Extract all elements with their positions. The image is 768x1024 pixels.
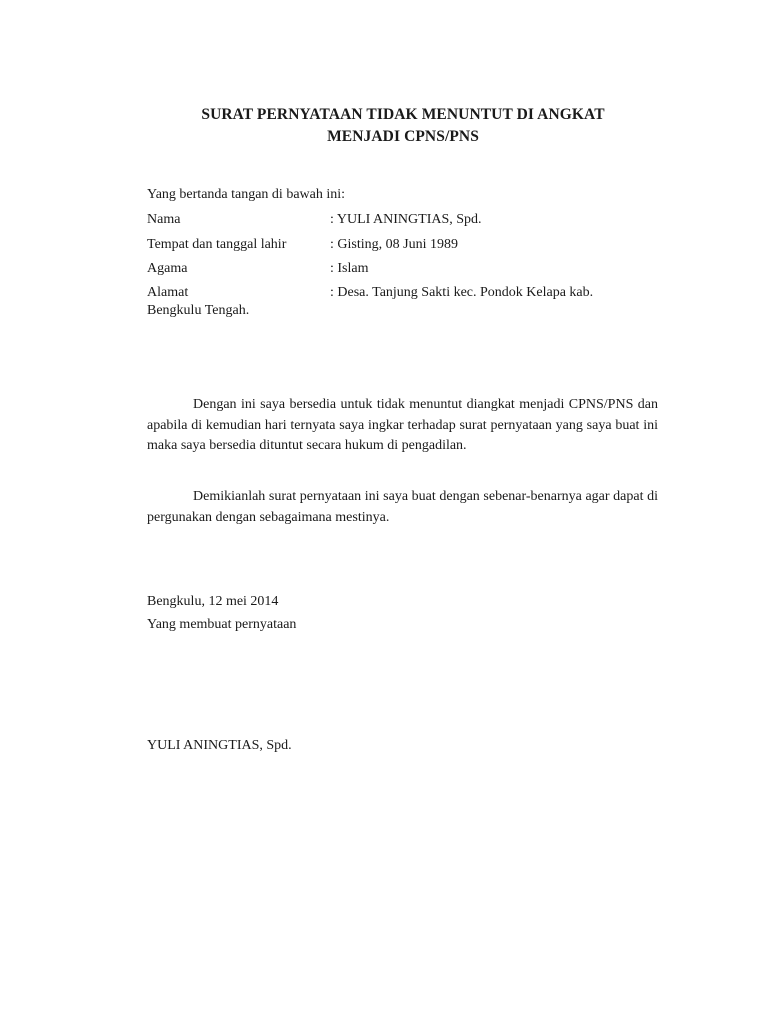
field-label-alamat: Alamat [147, 285, 189, 300]
closing-paragraph: Demikianlah surat pernyataan ini saya buat dengan sebenar-benarnya agar dapat di pergunakan dengan sebagaimana mestinya. [147, 489, 658, 525]
field-value-alamat: : Desa. Tanjung Sakti kec. Pondok Kelapa kab. [330, 285, 594, 300]
intro-text: Yang bertanda tangan di bawah ini: [147, 187, 346, 202]
field-value-nama: : YULI ANINGTIAS, Spd. [330, 212, 482, 227]
field-label-agama: Agama [147, 261, 188, 276]
field-label-ttl: Tempat dan tanggal lahir [147, 237, 287, 252]
address-continued: Bengkulu Tengah. [147, 303, 250, 318]
signer-role: Yang membuat pernyataan [147, 617, 297, 632]
statement-paragraph: Dengan ini saya bersedia untuk tidak menuntut diangkat menjadi CPNS/PNS dan apabila di kemudian hari ternyata saya ingkar terhadap surat pernyataan yang saya buat ini maka saya bersedia dituntut secara hukum di pengadilan. [147, 397, 658, 453]
field-label-nama: Nama [147, 212, 181, 227]
place-date: Bengkulu, 12 mei 2014 [147, 594, 279, 609]
field-value-ttl: : Gisting, 08 Juni 1989 [330, 237, 458, 252]
document-title-line-2: MENJADI CPNS/PNS [327, 128, 479, 145]
signer-name: YULI ANINGTIAS, Spd. [147, 738, 292, 753]
document-title-line-1: SURAT PERNYATAAN TIDAK MENUNTUT DI ANGKAT [201, 106, 605, 123]
field-value-agama: : Islam [330, 261, 369, 276]
